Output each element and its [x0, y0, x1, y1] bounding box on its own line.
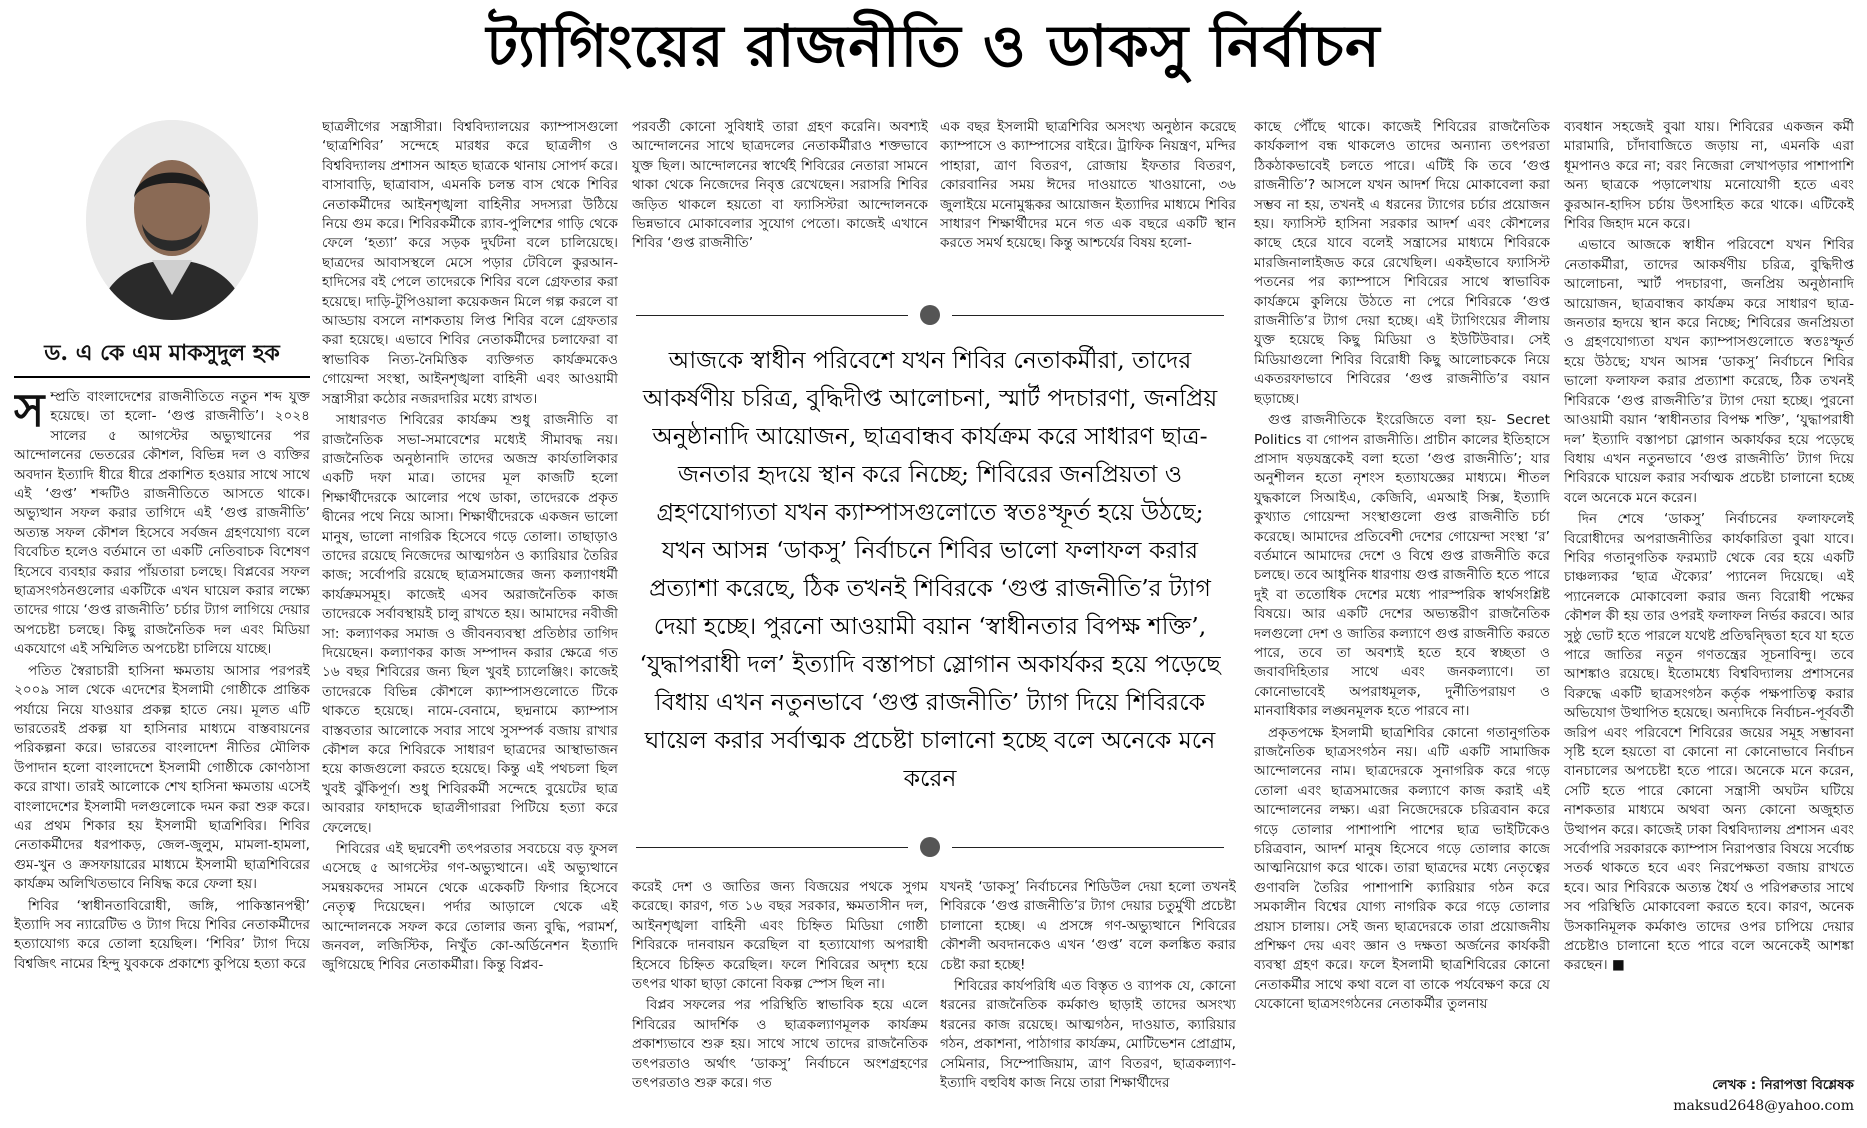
- author-divider: [14, 376, 310, 378]
- column-6-paragraph: দিন শেষে ‘ডাকসু’ নির্বাচনের ফলাফলেই বিরোধীদের অপরাজনীতির কার্যকারিতা বুঝা যাবে। শিবির গতানুগতিক ফরম্যাট থেকে বের হয়ে একটি চাঞ্চল্যকর ‘ছাত্র ঐক্যের’ প্যানেল দিয়েছে। এই প্যানেলকে মোকাবেলা করার জন্য বিরোধী পক্ষের কৌশল কী হয় তার ওপরই ফলাফল নির্ভর করবে। আর সুষ্ঠু ভোট হতে পারলে যথেষ্ট প্রতিদ্বন্দ্বিতা হবে যা হতে পারে জাতির নতুন গণতন্ত্রের সূচনাবিন্দু। তবে আশঙ্কাও রয়েছে। ইতোমধ্যে বিশ্ববিদ্যালয় প্রশাসনের বিরুদ্ধে একটি ছাত্রসংগঠন কর্তৃক পক্ষপাতিত্ব করার অভিযোগ উত্থাপিত হয়েছে। অন্যদিকে নির্বাচন-পূর্ববর্তী জরিপ এবং পরিবেশে শিবিরের জয়ের সমূহ সম্ভাবনা সৃষ্টি হলে হয়তো বা কোনো না কোনোভাবে নির্বাচন বানচালের অপচেষ্টা হতে পারে। অনেকে মনে করেন, সেটি হতে পারে কোনো সন্ত্রাসী অঘটন ঘটিয়ে নাশকতার মাধ্যমে অথবা অন্য কোনো অজুহাত উত্থাপন করে। কাজেই ঢাকা বিশ্ববিদ্যালয় প্রশাসন এবং সর্বোপরি সরকারকে ক্যাম্পাস নিরাপত্তার বিষয়ে সর্বোচ্চ সতর্ক থাকতে হবে এবং নিরপেক্ষতা বজায় রাখতে হবে। আর শিবিরকে অত্যন্ত ধৈর্য ও পরিপক্বতার সাথে সব পরিস্থিতি মোকাবেলা করতে হবে। কারণ, অনেক উসকানিমূলক কর্মকাণ্ড তাদের ওপর চাপিয়ে দেয়ার প্রচেষ্টাও চালানো হতে পারে বলে অনেকেই আশঙ্কা করছেন। ■: [1564, 511, 1854, 974]
- column-2-paragraph: ছাত্রলীগের সন্ত্রাসীরা। বিশ্ববিদ্যালয়ের ক্যাম্পাসগুলো ‘ছাত্রশিবির’ সন্দেহে মারধর করে ছাত্রলীগ ও বিশ্ববিদ্যালয় প্রশাসন আহত ছাত্রকে থানায় সোপর্দ করে। বাসাবাড়ি, ছাত্রাবাস, এমনকি চলন্ত বাস থেকে শিবির নেতাকর্মীদের আইনশৃঙ্খলা বাহিনীর সদস্যরা উঠিয়ে নিয়ে গুম করে। শিবিরকর্মীকে র‍্যাব-পুলিশের গাড়ি থেকে ফেলে ‘হত্যা’ করে সড়ক দুর্ঘটনা বলে চালিয়েছে। ছাত্রদের আবাসস্থলে মেসে পড়ার টেবিলে কুরআন-হাদিসের বই পেলে তাদেরকে শিবির বলে গ্রেফতার করা হয়েছে। দাড়ি-টুপিওয়ালা কয়েকজন মিলে গল্প করলে বা আড্ডায় বসলে নাশকতায় লিপ্ত শিবির বলে গ্রেফতার করা হয়েছে। এভাবে শিবির নেতাকর্মীদের চলাফেরা বা স্বাভাবিক নিত্য-নৈমিত্তিক ব্যক্তিগত কার্যক্রমকেও গোয়েন্দা সংস্থা, আইনশৃঙ্খলা বাহিনী এবং আওয়ামী সন্ত্রাসীরা কঠোর নজরদারির মধ্যে রাখত।: [322, 119, 618, 407]
- column-3-top: [632, 118, 928, 284]
- column-5-paragraph: কাছে পৌঁছে থাকে। কাজেই শিবিরের রাজনৈতিক কার্যকলাপ বন্ধ থাকলেও তাদের অন্যান্য তৎপরতা ঠিকঠাকভাবেই চলতে পারে। এটিই কি তবে ‘গুপ্ত রাজনীতি’? আসলে যখন আদর্শ দিয়ে মোকাবেলা করা সম্ভব না হয়, তখনই এ ধরনের ট্যাগের চর্চার প্রয়োজন হয়। ফ্যাসিস্ট হাসিনা সরকার আদর্শ এবং কৌশলের কাছে হেরে যাবে বলেই সন্ত্রাসের মাধ্যমে শিবিরকে মারজিনালাইজড করে রেখেছিল। একইভাবে ফ্যাসিস্ট পতনের পর ক্যাম্পাসে শিবিরের সাথে স্বাভাবিক কার্যক্রমে কুলিয়ে উঠতে না পেরে শিবিরকে ‘গুপ্ত রাজনীতি’র ট্যাগ দেয়া হচ্ছে। এই ট্যাগিংয়ের লীলায় যুক্ত হয়েছে কিছু মিডিয়া ও ইউটিউবার। সেই মিডিয়াগুলো শিবির বিরোধী কিছু আলোচককে নিয়ে একতরফাভাবে শিবিরের ‘গুপ্ত রাজনীতি’র বয়ান ছড়াচ্ছে।: [1254, 119, 1550, 407]
- column-3-paragraph: পরবর্তী কোনো সুবিধাই তারা গ্রহণ করেনি। অবশ্যই আন্দোলনের সাথে ছাত্রদলের নেতাকর্মীরাও শক্তভাবে যুক্ত ছিল। আন্দোলনের স্বার্থেই শিবিরের নেতারা সামনে থাকা থেকে নিজেদের নিবৃত্ত রেখেছেন। সরাসরি শিবির জড়িত থাকলে হয়তো বা ফ্যাসিস্টরা আন্দোলনকে ভিন্নভাবে মোকাবেলার সুযোগ পেতো। কাজেই এখানে শিবির ‘গুপ্ত রাজনীতি’: [632, 119, 928, 252]
- column-4-bottom: [940, 878, 1236, 1123]
- author-portrait-icon: [86, 120, 258, 320]
- column-2-paragraph: সাধারণত শিবিরের কার্যক্রম শুধু রাজনীতি বা রাজনৈতিক সভা-সমাবেশের মধ্যেই সীমাবদ্ধ নয়। রাজনৈতিক অনুষ্ঠানাদি তাদের অজস্র কার্যতালিকার একটি দফা মাত্র। তাদের মূল কাজটি হলো শিক্ষার্থীদেরকে আলোর পথে ডাকা, তাদেরকে প্রকৃত দ্বীনের পথে নিয়ে আসা। শিক্ষার্থীদেরকে একজন ভালো মানুষ, ভালো নাগরিক হিসেবে গড়ে তোলা। তাছাড়াও তাদের রয়েছে নিজেদের আত্মগঠন ও ক্যারিয়ার তৈরির কাজ; সর্বোপরি রয়েছে ছাত্রসমাজের জন্য কল্যাণধর্মী কার্যক্রমসমূহ। কাজেই এসব অরাজনৈতিক কাজ তাদেরকে সর্বাবস্থায়ই চালু রাখতে হয়। আমাদের নবীজী সা: কল্যাণকর সমাজ ও জীবনব্যবস্থা প্রতিষ্ঠার তাগিদ দিয়েছেন। কল্যাণকর কাজ সম্পাদন করার ক্ষেত্রে গত ১৬ বছর শিবিরের জন্য ছিল খুবই চ্যালেঞ্জিং। কাজেই তাদেরকে বিভিন্ন কৌশলে ক্যাম্পাসগুলোতে টিকে থাকতে হয়েছে। নামে-বেনামে, ছদ্মনামে ক্যাম্পাস বাস্তবতার আলোকে সবার সাথে সুসম্পর্ক বজায় রাখার কৌশল করে শিবিরকে সাধারণ ছাত্রদের আস্থাভাজন হয়ে কাজগুলো করতে হয়েছে। কিন্তু এই পথচলা ছিল খুবই ঝুঁকিপূর্ণ। শুধু শিবিরকর্মী সন্দেহে বুয়েটের ছাত্র আবরার ফাহাদকে ছাত্রলীগাররা পিটিয়ে হত্যা করে ফেলেছে।: [322, 412, 618, 836]
- column-6-paragraph: এভাবে আজকে স্বাধীন পরিবেশে যখন শিবির নেতাকর্মীরা, তাদের আকর্ষণীয় চরিত্র, বুদ্ধিদীপ্ত আলোচনা, স্মার্ট পদচারণা, জনপ্রিয় অনুষ্ঠানাদি আয়োজন, ছাত্রবান্ধব কার্যক্রম করে সাধারণ ছাত্র-জনতার হৃদয়ে স্থান করে নিচ্ছে; শিবিরের জনপ্রিয়তা ও গ্রহণযোগ্যতা যখন ক্যাম্পাসগুলোতে স্বতঃস্ফূর্ত হয়ে উঠছে; যখন আসন্ন ‘ডাকসু’ নির্বাচনে শিবির ভালো ফলাফল করার প্রত্যাশা করেছে, ঠিক তখনই শিবিরকে ‘গুপ্ত রাজনীতি’র ট্যাগ দেয়া হচ্ছে। পুরনো আওয়ামী বয়ান ‘স্বাধীনতার বিপক্ষ শক্তি’, ‘যুদ্ধাপরাধী দল’ ইত্যাদি বস্তাপচা স্লোগান অকার্যকর হয়ে পড়েছে বিধায় এখন নতুনভাবে ‘গুপ্ত রাজনীতি’ ট্যাগ দিয়ে শিবিরকে ঘায়েল করার সর্বাত্মক প্রচেষ্টা চালানো হচ্ছে বলে অনেকে মনে করেন।: [1564, 237, 1854, 506]
- column-5: [1254, 118, 1550, 1123]
- column-4-paragraph: যখনই ‘ডাকসু’ নির্বাচনের শিডিউল দেয়া হলো তখনই শিবিরকে ‘গুপ্ত রাজনীতি’র ট্যাগ দেয়ার চতুর্মুখী প্রচেষ্টা চালানো হচ্ছে। এ প্রসঙ্গে গণ-অভ্যুত্থানে শিবিরের কৌশলী অবদানকেও এখন ‘গুপ্ত’ বলে কলঙ্কিত করার চেষ্টা করা হচ্ছে!: [940, 879, 1236, 973]
- writer-credit: লেখক : নিরাপত্তা বিশ্লেষক: [1712, 1077, 1854, 1093]
- separator-dot-icon: [920, 837, 940, 857]
- column-3-paragraph: বিপ্লব সফলের পর পরিস্থিতি স্বাভাবিক হয়ে এলে শিবিরের আদর্শিক ও ছাত্রকল্যাণমূলক কার্যক্রম প্রকাশ্যভাবে শুরু হয়। সাথে সাথে তাদের রাজনৈতিক তৎপরতাও অর্থাৎ ‘ডাকসু’ নির্বাচনে অংশগ্রহণের তৎপরতাও শুরু করে। গত: [632, 997, 928, 1092]
- column-3-paragraph: করেই দেশ ও জাতির জন্য বিজয়ের পথকে সুগম করেছে। কারণ, গত ১৬ বছর সরকার, ক্ষমতাসীন দল, আইনশৃঙ্খলা বাহিনী এবং চিহ্নিত মিডিয়া গোষ্ঠী শিবিরকে দানবায়ন করেছিল বা হত্যাযোগ্য অপরাধী হিসেবে চিহ্নিত করেছিল। ফলে শিবিরের অদৃশ্য হয়ে তৎপর থাকা ছাড়া কোনো বিকল্প স্পেস ছিল না।: [632, 879, 928, 993]
- column-2: [322, 118, 618, 1123]
- column-6-paragraph: ব্যবধান সহজেই বুঝা যায়। শিবিরের একজন কর্মী মারামারি, চাঁদাবাজিতে জড়ায় না, এমনকি এরা ধূমপানও করে না; বরং নিজেরা লেখাপড়ার পাশাপাশি অন্য ছাত্রকে পড়ালেখায় মনোযোগী হতে এবং কুরআন-হাদিস চর্চায় উৎসাহিত করে থাকে। এটিকেই শিবির জিহাদ মনে করে।: [1564, 119, 1854, 233]
- column-1-paragraph: পতিত স্বৈরাচারী হাসিনা ক্ষমতায় আসার পরপরই ২০০৯ সাল থেকে এদেশের ইসলামী গোষ্ঠীকে প্রান্তিক পর্যায়ে নিয়ে যাওয়ার প্রকল্প হাতে নেয়। মূলত এটি ভারতেরই প্রকল্প যা হাসিনার মাধ্যমে বাস্তবায়নের পরিকল্পনা করে। ভারতের বাংলাদেশ নীতির মৌলিক উপাদান হলো বাংলাদেশে ইসলামী গোষ্ঠীকে কোণঠাসা করে রাখা। তারই আলোকে শেখ হাসিনা ক্ষমতায় এসেই বাংলাদেশের ইসলামী দলগুলোকে দমন করা শুরু করে। এর প্রথম শিকার হয় ইসলামী ছাত্রশিবির। শিবির নেতাকর্মীদের ধরপাকড়, জেল-জুলুম, মামলা-হামলা, গুম-খুন ও ক্রসফায়ারের মাধ্যমে ইসলামী ছাত্রশিবিরের কার্যক্রম অলিখিতভাবে নিষিদ্ধ করে ফেলা হয়।: [14, 662, 310, 893]
- separator-line: [952, 315, 1224, 316]
- dropcap: স: [14, 388, 45, 437]
- column-1: [14, 388, 310, 1123]
- author-email: maksud2648@yahoo.com: [1673, 1098, 1854, 1114]
- column-5-paragraph: গুপ্ত রাজনীতিকে ইংরেজিতে বলা হয়- Secret Politics বা গোপন রাজনীতি। প্রাচীন কালের ইতিহাসে প্রাসাদ ষড়যন্ত্রকেই বলা হতো ‘গুপ্ত রাজনীতি’; যার অনুশীলন হতো নৃশংস হত্যাযজ্ঞের মাধ্যমে। শীতল যুদ্ধকালে সিআইএ, কেজিবি, এমআই সিক্স, ইত্যাদি কুখ্যাত গোয়েন্দা সংস্থাগুলো গুপ্ত রাজনীতি চর্চা করেছে। আমাদের প্রতিবেশী দেশের গোয়েন্দা সংস্থা ‘র’ বর্তমানে আমাদের দেশে ও বিশ্বে গুপ্ত রাজনীতি করে চলছে। তবে আধুনিক ধারণায় গুপ্ত রাজনীতি হতে পারে দুই বা ততোধিক দেশের মধ্যে পারস্পরিক স্বার্থসংশ্লিষ্ট বিষয়ে। আর একটি দেশের অভ্যন্তরীণ রাজনৈতিক দলগুলো দেশ ও জাতির কল্যাণে গুপ্ত রাজনীতি করতে পারে, তবে তা অবশ্যই হতে হবে স্বচ্ছতা ও জবাবদিহিতার সাথে এবং জনকল্যাণে। তা কোনোভাবেই অপরাধমূলক, দুর্নীতিপরায়ণ ও মানবাধিকার লঙ্ঘনমূলক হতে পারবে না।: [1254, 412, 1550, 720]
- separator-line: [636, 847, 908, 848]
- column-1-paragraph-text: ম্প্রতি বাংলাদেশের রাজনীতিতে নতুন শব্দ যুক্ত হয়েছে। তা হলো- ‘গুপ্ত রাজনীতি’। ২০২৪ সালের ৫ আগস্টের অভ্যুত্থানের পর আন্দোলনের ভেতরের কৌশল, বিভিন্ন দল ও ব্যক্তির অবদান ইত্যাদি ধীরে ধীরে প্রকাশিত হওয়ার সাথে সাথে এই ‘গুপ্ত’ শব্দটিও রাজনীতিতে আসতে থাকে। অভ্যুত্থান সফল করার তাগিদে এই ‘গুপ্ত রাজনীতি’ অত্যন্ত সফল কৌশল হিসেবে সর্বজন গ্রহণযোগ্য বলে বিবেচিত হলেও বর্তমানে তা একটি নেতিবাচক বিশেষণ হিসেবে ব্যবহার করার পাঁয়তারা চলছে। বিপ্লবের সফল ছাত্রসংগঠনগুলোর একটিকে এখন ঘায়েল করার লক্ষ্যে তাদের গায়ে ‘গুপ্ত রাজনীতি’ চর্চার ট্যাগ লাগিয়ে দেয়ার অপচেষ্টা চলছে। কিছু রাজনৈতিক দল এবং মিডিয়া একযোগে এই সম্মিলিত অপচেষ্টা চালিয়ে যাচ্ছে।: [14, 389, 310, 658]
- column-3-bottom: [632, 878, 928, 1123]
- separator-line: [636, 315, 908, 316]
- column-2-paragraph: শিবিরের এই ছদ্মবেশী তৎপরতার সবচেয়ে বড় ফুসল এসেছে ৫ আগস্টের গণ-অভ্যুত্থানে। এই অভ্যুত্থানে সমন্বয়কদের সামনে থেকে একেকটি ফিগার হিসেবে নেতৃত্ব দিয়েছেন। পর্দার আড়ালে থেকে এই আন্দোলনকে সফল করে তোলার জন্য বুদ্ধি, পরামর্শ, জনবল, লজিস্টিক, নিখুঁত কো-অর্ডিনেশন ইত্যাদি জুগিয়েছে শিবির নেতাকর্মীরা। কিন্তু বিপ্লব-: [322, 841, 618, 974]
- separator-dot-icon: [920, 305, 940, 325]
- column-6: [1564, 118, 1854, 1068]
- pull-quote: আজকে স্বাধীন পরিবেশে যখন শিবির নেতাকর্মীরা, তাদের আকর্ষণীয় চরিত্র, বুদ্ধিদীপ্ত আলোচনা, স্মার্ট পদচারণা, জনপ্রিয় অনুষ্ঠানাদি আয়োজন, ছাত্রবান্ধব কার্যক্রম করে সাধারণ ছাত্র-জনতার হৃদয়ে স্থান করে নিচ্ছে; শিবিরের জনপ্রিয়তা ও গ্রহণযোগ্যতা যখন ক্যাম্পাসগুলোতে স্বতঃস্ফূর্ত হয়ে উঠছে; যখন আসন্ন ‘ডাকসু’ নির্বাচনে শিবির ভালো ফলাফল করার প্রত্যাশা করেছে, ঠিক তখনই শিবিরকে ‘গুপ্ত রাজনীতি’র ট্যাগ দেয়া হচ্ছে। পুরনো আওয়ামী বয়ান ‘স্বাধীনতার বিপক্ষ শক্তি’, ‘যুদ্ধাপরাধী দল’ ইত্যাদি বস্তাপচা স্লোগান অকার্যকর হয়ে পড়েছে বিধায় এখন নতুনভাবে ‘গুপ্ত রাজনীতি’ ট্যাগ দিয়ে শিবিরকে ঘায়েল করার সর্বাত্মক প্রচেষ্টা চালানো হচ্ছে বলে অনেকে মনে করেন: [639, 346, 1221, 792]
- column-1-paragraph: [14, 388, 310, 660]
- column-1-paragraph: শিবির ‘স্বাধীনতাবিরোধী, জঙ্গি, পাকিস্তানপন্থী’ ইত্যাদি সব ন্যারেটিভ ও ট্যাগ দিয়ে শিবির নেতাকর্মীদের হত্যাযোগ্য করে তোলা হয়েছিল। ‘শিবির’ ট্যাগ দিয়ে বিশ্বজিৎ নামের হিন্দু যুবককে প্রকাশ্যে কুপিয়ে হত্যা করে: [14, 897, 310, 972]
- author-photo: [86, 120, 258, 320]
- column-4-top: [940, 118, 1236, 284]
- column-5-paragraph: প্রকৃতপক্ষে ইসলামী ছাত্রশিবির কোনো গতানুগতিক রাজনৈতিক ছাত্রসংগঠন নয়। এটি একটি সামাজিক আন্দোলনের নাম। ছাত্রদেরকে সুনাগরিক করে গড়ে তোলা এবং ছাত্রসমাজের কল্যাণে কাজ করাই এই আন্দোলনের লক্ষ্য। এরা নিজেদেরকে চরিত্রবান করে গড়ে তোলার পাশাপাশি পাশের ছাত্র ভাইটিকেও চরিত্রবান, আদর্শ মানুষ হিসেবে গড়ে তোলার কাজে আত্মনিয়োগ করে থাকে। তারা ছাত্রদের মধ্যে নেতৃত্বের গুণাবলি তৈরির পাশাপাশি ক্যারিয়ার গঠন করে সমকালীন বিশ্বের যোগ্য নাগরিক করে গড়ে তোলার প্রয়াস চালায়। সেই জন্য ছাত্রদেরকে তারা প্রয়োজনীয় প্রশিক্ষণ দেয় এবং জ্ঞান ও দক্ষতা অর্জনের কার্যকরী ব্যবস্থা গ্রহণ করে। ফলে ইসলামী ছাত্রশিবিরের কোনো নেতাকর্মীর সাথে কথা বলে বা তাকে পর্যবেক্ষণ করে যে যেকোনো ছাত্রসংগঠনের নেতাকর্মীর তুলনায়: [1254, 724, 1550, 1013]
- author-name: ড. এ কে এম মাকসুদুল হক: [44, 340, 280, 366]
- separator-line: [952, 847, 1224, 848]
- column-4-paragraph: এক বছর ইসলামী ছাত্রশিবির অসংখ্য অনুষ্ঠান করেছে ক্যাম্পাসে ও ক্যাম্পাসের বাইরে। ট্রাফিক নিয়ন্ত্রণ, মন্দির পাহারা, ত্রাণ বিতরণ, রোজায় ইফতার বিতরণ, কোরবানির সময় ঈদের দাওয়াতে খাওয়ানো, ৩৬ জুলাইয়ে মনোমুগ্ধকর আয়োজন ইত্যাদির মাধ্যমে শিবির সাধারণ শিক্ষার্থীদের মনে গত এক বছরে একটি স্থান করতে সমর্থ হয়েছে। কিন্তু আশ্চর্যের বিষয় হলো-: [940, 119, 1236, 252]
- column-4-paragraph: শিবিরের কার্যপরিধি এত বিস্তৃত ও ব্যাপক যে, কোনো ধরনের রাজনৈতিক কর্মকাণ্ড ছাড়াই তাদের অসংখ্য ধরনের কাজ রয়েছে। আত্মগঠন, দাওয়াত, ক্যারিয়ার গঠন, প্রকাশনা, পাঠাগার কার্যক্রম, মোটিভেশন প্রোগ্রাম, সেমিনার, সিম্পোজিয়াম, ত্রাণ বিতরণ, ছাত্রকল্যাণ- ইত্যাদি বহুবিধ কাজ নিয়ে তারা শিক্ষার্থীদের: [940, 978, 1236, 1092]
- headline: ট্যাগিংয়ের রাজনীতি ও ডাকসু নির্বাচন: [486, 11, 1381, 80]
